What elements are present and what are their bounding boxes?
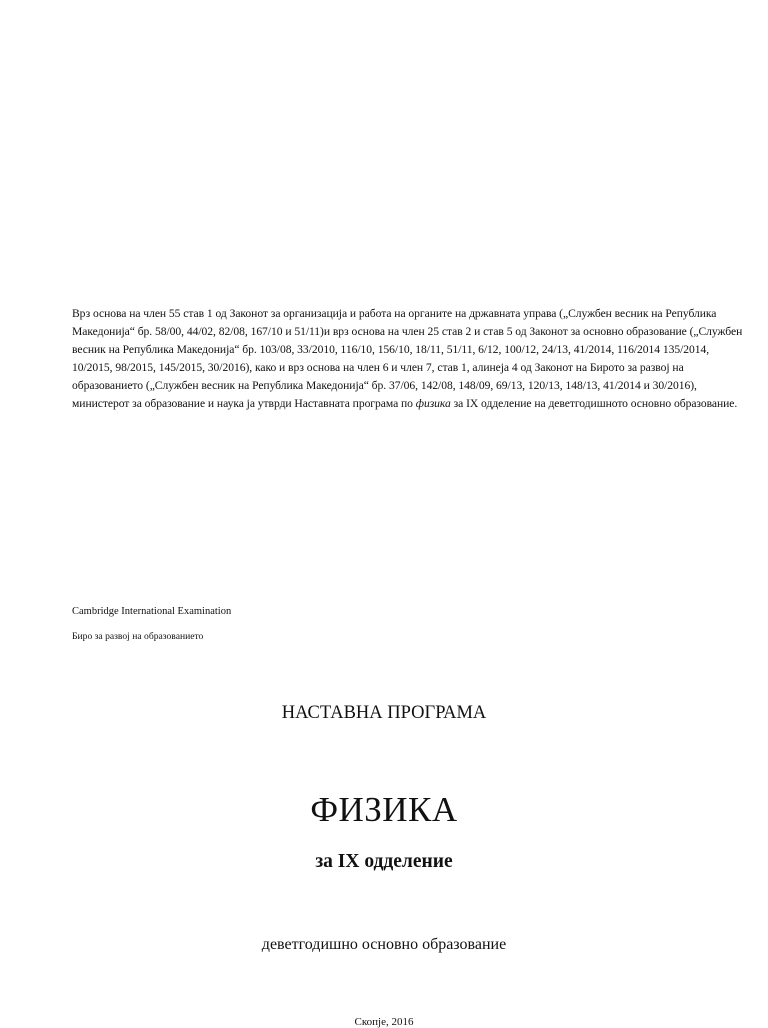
legal-basis-paragraph (72, 305, 752, 413)
place-year: Скопје, 2016 (354, 1016, 414, 1028)
legal-basis-text (72, 305, 752, 413)
subject-title: ФИЗИКА (310, 790, 458, 829)
education-level: деветгодишно основно образование (261, 936, 507, 953)
grade-label: за IX одделение (315, 851, 453, 872)
organization-bureau: Биро за развој на образованието (72, 631, 204, 642)
legal-text-after: за IX одделение на деветгодишното основно образование. (450, 397, 738, 410)
organization-cambridge: Cambridge International Examination (72, 606, 232, 617)
subject-italic: физика (415, 397, 451, 410)
legal-text-before: Врз основа на член 55 став 1 од Законот за организација и работа на органите на државната управа („Службен весник на Република Македонија“ бр. 58/00, 44/02, 82/08, 167/10 и 51/11)и врз основа на член 25 став 2 и став 5 од Законот за основно образование („Службен весник на Република Македонија“ бр. 103/08, 33/2010, 116/10, 156/10, 18/11, 51/11, 6/12, 100/12, 24/13, 41/2014, 116/2014 135/2014, 10/2015, 98/2015, 145/2015, 30/2016), како и врз основа на член 6 и член 7, став 1, алинеја 4 од Законот на Бирото за развој на образованието („Службен весник на Република Македонија“ бр. 37/06, 142/08, 148/09, 69/13, 120/13, 148/13, 41/2014 и 30/2016), министерот за образование и наука ја утврди Наставната програма по (72, 307, 743, 410)
program-title: НАСТАВНА ПРОГРАМА (281, 703, 487, 723)
